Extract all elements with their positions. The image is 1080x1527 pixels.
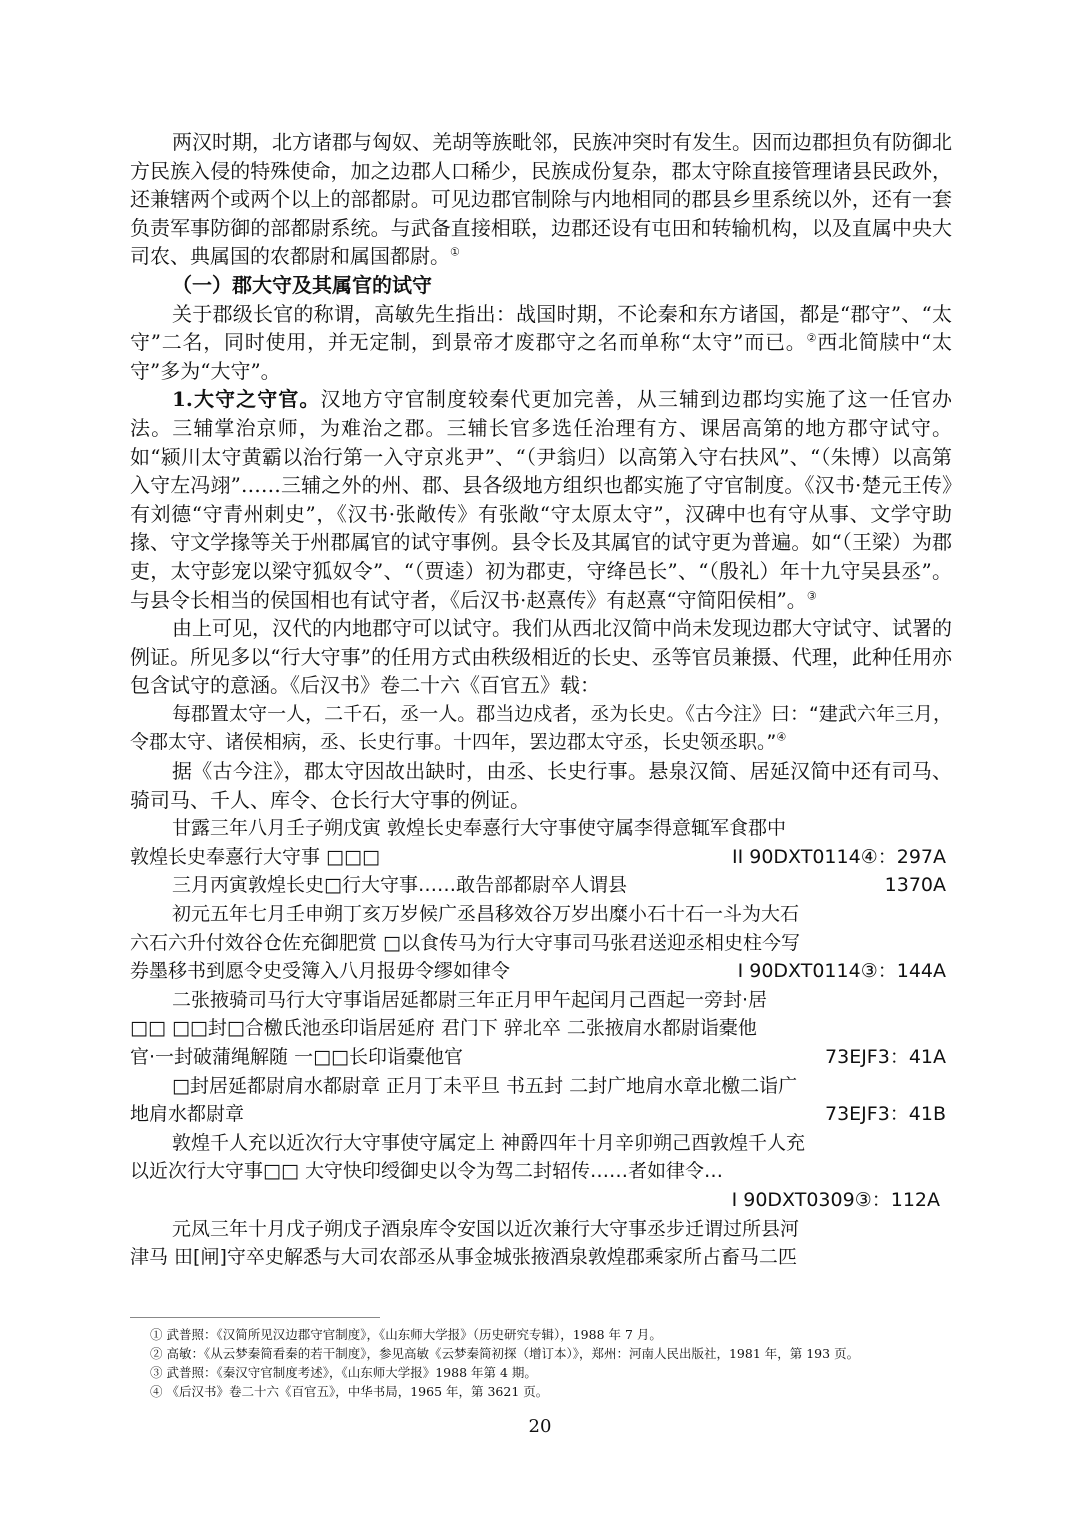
slip-number: II 90DXT0114④：297A <box>732 845 946 868</box>
footnote: ② 高敏：《从云梦秦简看秦的若干制度》，参见高敏《云梦秦简初探（增订本）》，郑州：河南人民出版社，1981 年，第 193 页。 <box>150 1346 860 1361</box>
slip-entry <box>130 814 952 871</box>
slip-number: 1370A <box>884 874 946 897</box>
slip-entry <box>130 871 952 900</box>
slip-text: 敦煌长史奉憙行大守事 □□□ <box>130 845 380 868</box>
quote-text: 每郡置太守一人，二千石，丞一人。郡当边戍者，丞为长史。《古今注》曰：“建武六年三月，令郡太守、诸侯相病，丞、长史行事。十四年，罢边郡太守丞，长史领丞职。” <box>130 702 952 754</box>
subsection-heading: 1.大守之守官。 <box>172 387 321 412</box>
slip-text: 敦煌千人充以近次行大守事使守属定上 神爵四年十月辛卯朔己酉敦煌千人充 <box>172 1131 806 1154</box>
slip-entry <box>130 1129 952 1215</box>
slip-text: □封居延都尉肩水都尉章 正月丁未平旦 书五封 二封广地肩水章北檄二诣广 <box>172 1074 798 1097</box>
paragraph <box>130 300 952 386</box>
footnote-divider <box>130 1317 380 1318</box>
slip-row <box>130 843 952 872</box>
slip-number: I 90DXT0309③：112A <box>731 1188 940 1211</box>
paragraph: 据《古今注》，郡太守因故出缺时，由丞、长史行事。悬泉汉简、居延汉简中还有司马、骑司马、千人、库令、仓长行大守事的例证。 <box>130 759 952 812</box>
slip-row <box>130 957 952 986</box>
body-text <box>130 128 952 1272</box>
slip-row <box>130 1186 952 1215</box>
slip-text: 券墨移书到愿令史受簿入八月报毋令缪如律令 <box>130 960 511 983</box>
slip-entry <box>130 900 952 986</box>
footnote-ref: ① <box>450 245 460 259</box>
paragraph-text: 两汉时期，北方诸郡与匈奴、羌胡等族毗邻，民族冲突时有发生。因而边郡担负有防御北方民族入侵的特殊使命，加之边郡人口稀少，民族成份复杂，郡太守除直接管理诸县民政外，还兼辖两个或两个以上的部都尉。可见边郡官制除与内地相同的郡县乡里系统以外，还有一套负责军事防御的部都尉系统。与武备直接相联，边郡还设有屯田和转输机构，以及直属中央大司农、典属国的农都尉和属国都尉。 <box>130 130 952 269</box>
slip-text: 地肩水都尉章 <box>130 1103 245 1126</box>
slip-text: 官·一封破蒲绳解随 一□□长印诣橐他官 <box>130 1046 463 1068</box>
paragraph-text: 汉地方守官制度较秦代更加完善，从三辅到边郡均实施了这一任官办法。三辅掌治京师，为难治之郡。三辅长官多选任治理有方、课居高第的地方郡守试守。如“颍川太守黄霸以治行第一入守京兆尹”、“（尹翁归）以高第入守右扶风”、“（朱博）以高第入守左冯翊”……三辅之外的州、郡、县各级地方组织也都实施了守官制度。《汉书·楚元王传》有刘德“守青州刺史”，《汉书·张敞传》有张敞“守太原太守”，汉碑中也有守从事、文学守助掾、守文学掾等关于州郡属官的试守事例。县令长及其属官的试守更为普遍。如“（王梁）为郡吏，太守彭宠以梁守狐奴令”、“（贾逵）初为郡吏，守绛邑长”、“（殷礼）年十九守吴县丞”。与县令长相当的侯国相也有试守者，《后汉书·赵熹传》有赵熹“守简阳侯相”。 <box>130 387 952 612</box>
paragraph <box>130 128 952 271</box>
footnote: ③ 武普照：《秦汉守官制度考述》，《山东师大学报》1988 年第 4 期。 <box>150 1365 537 1380</box>
paragraph-text: 关于郡级长官的称谓，高敏先生指出：战国时期，不论秦和东方诸国，都是“郡守”、“太守”二名，同时使用，并无定制，到景帝才废郡守之名而单称“太守”而已。 <box>130 301 952 355</box>
block-quote <box>130 700 952 757</box>
slip-number: I 90DXT0114③：144A <box>737 960 946 983</box>
slip-text: 六石六升付效谷仓佐充御肥赏 □以食传马为行大守事司马张君送迎丞相史柱今写 <box>130 931 800 954</box>
slip-row <box>130 1100 952 1129</box>
slip-text: 初元五年七月壬申朔丁亥万岁候广丞昌移效谷万岁出糜小石十石一斗为大石 <box>172 903 800 926</box>
section-heading: （一）郡大守及其属官的试守 <box>172 272 432 297</box>
slip-text: 二张掖骑司马行大守事诣居延都尉三年正月甲午起闰月己酉起一旁封·居 <box>172 988 768 1011</box>
paragraph-text: 西北简牍中“太守”多为“大守”。 <box>130 330 952 383</box>
slip-entry <box>130 986 952 1072</box>
footnotes <box>150 1325 950 1401</box>
footnote: ① 武普照：《汉简所见汉边郡守官制度》，《山东师大学报》（历史研究专辑），1988 年 7 月。 <box>150 1327 662 1342</box>
footnote-ref: ② <box>806 331 818 345</box>
slip-text: □□ □□封□合檄氏池丞印诣居延府 君门下 骍北卒 二张掖肩水都尉诣橐他 <box>130 1017 757 1040</box>
page-number: 20 <box>528 1416 552 1437</box>
slip-text: 津马 田[闸]守卒史解悉与大司农部丞从事金城张掖酒泉敦煌郡乘家所占畜马二匹 <box>130 1246 797 1269</box>
slip-entry <box>130 1072 952 1129</box>
slip-text: 甘露三年八月壬子朔戊寅 敦煌长史奉憙行大守事使守属李得意辄军食郡中 <box>172 817 787 840</box>
slip-text: 三月丙寅敦煌长史□行大守事……敢告部都尉卒人谓县 <box>172 874 627 897</box>
footnote-ref: ③ <box>806 588 817 602</box>
slip-row <box>130 1043 952 1072</box>
slip-number: 73EJF3：41A <box>825 1046 946 1068</box>
slip-entry <box>130 1215 952 1272</box>
slip-row <box>172 871 952 900</box>
slip-text: 元凤三年十月戊子朔戊子酒泉库令安国以近次兼行大守事丞步迁谓过所县河 <box>172 1217 800 1240</box>
footnote-ref: ④ <box>776 731 787 745</box>
paragraph: 由上可见，汉代的内地郡守可以试守。我们从西北汉简中尚未发现边郡大守试守、试署的例证。所见多以“行大守事”的任用方式由秩级相近的长史、丞等官员兼摄、代理，此种任用亦包含试守的意涵。《后汉书》卷二十六《百官五》载： <box>130 616 952 698</box>
paragraph <box>130 385 952 614</box>
footnote: ④ 《后汉书》卷二十六《百官五》，中华书局，1965 年，第 3621 页。 <box>150 1384 549 1399</box>
slip-number: 73EJF3：41B <box>824 1103 946 1126</box>
slip-text: 以近次行大守事□□ 大守快印绶御史以令为驾二封轺传……者如律令… <box>130 1160 723 1183</box>
